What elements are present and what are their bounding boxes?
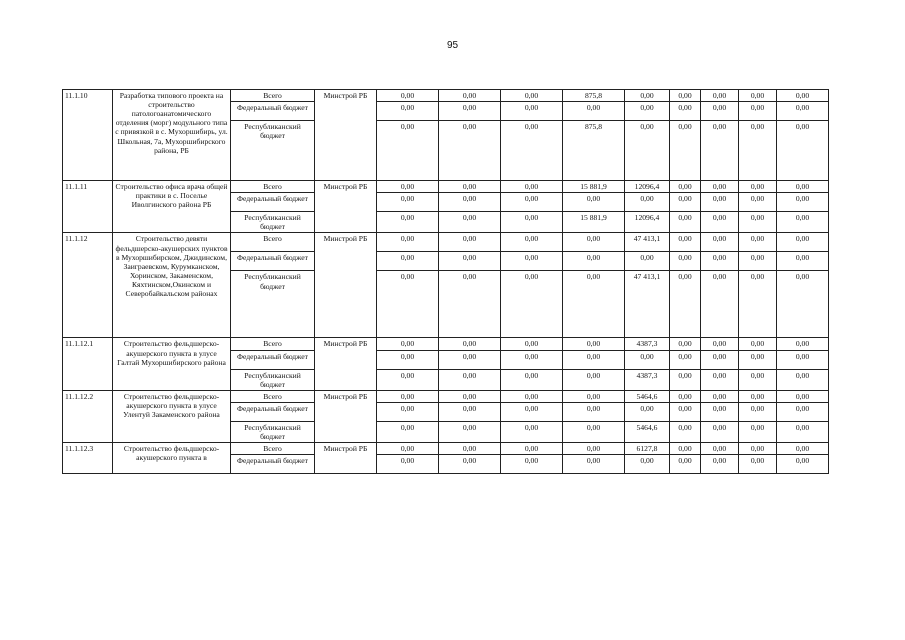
value-cell: 0,00 (701, 455, 739, 474)
value-cell: 0,00 (670, 252, 701, 271)
value-cell: 0,00 (739, 443, 777, 455)
value-cell: 0,00 (501, 421, 563, 442)
value-cell: 0,00 (739, 252, 777, 271)
source-total-label: Всего (231, 90, 315, 102)
source-total-label: Всего (231, 443, 315, 455)
value-cell: 0,00 (777, 402, 829, 421)
value-cell: 0,00 (501, 90, 563, 102)
value-cell: 0,00 (439, 271, 501, 338)
value-cell: 0,00 (625, 252, 670, 271)
value-cell: 0,00 (439, 181, 501, 193)
row-name: Строительство фельдшерско-акушерского пункта в улусе Галтай Мухоршибирского района (113, 338, 231, 390)
row-code: 11.1.10 (63, 90, 113, 181)
value-cell: 0,00 (501, 212, 563, 233)
value-cell: 0,00 (625, 102, 670, 121)
value-cell: 0,00 (377, 121, 439, 181)
row-name: Разработка типового проекта на строительство патологоанатомического отделения (морг) модульного типа с привязкой в с. Мухоршибирь, ул. Школьная, 7а, Мухоршибирского района, РБ (113, 90, 231, 181)
value-cell: 0,00 (439, 212, 501, 233)
value-cell: 0,00 (670, 193, 701, 212)
value-cell: 0,00 (439, 369, 501, 390)
source-republic-label: Республиканский бюджет (231, 421, 315, 442)
row-name: Строительство офиса врача общей практики в с. Поселье Иволгинского района РБ (113, 181, 231, 233)
value-cell: 0,00 (670, 271, 701, 338)
value-cell: 0,00 (563, 252, 625, 271)
row-name: Строительство фельдшерско-акушерского пункта в улусе Улентуй Закаменского района (113, 390, 231, 442)
value-cell: 0,00 (670, 212, 701, 233)
value-cell: 0,00 (377, 402, 439, 421)
value-cell: 0,00 (701, 181, 739, 193)
value-cell: 0,00 (501, 443, 563, 455)
value-cell: 0,00 (739, 421, 777, 442)
page-number: 95 (446, 40, 459, 51)
value-cell: 0,00 (439, 455, 501, 474)
value-cell: 0,00 (501, 193, 563, 212)
value-cell: 15 881,9 (563, 212, 625, 233)
value-cell: 0,00 (739, 90, 777, 102)
value-cell: 0,00 (377, 338, 439, 350)
value-cell: 0,00 (563, 402, 625, 421)
value-cell: 0,00 (563, 338, 625, 350)
value-cell: 0,00 (739, 338, 777, 350)
row-executor: Минстрой РБ (315, 390, 377, 442)
value-cell: 0,00 (377, 252, 439, 271)
value-cell: 0,00 (501, 390, 563, 402)
value-cell: 0,00 (439, 350, 501, 369)
value-cell: 0,00 (701, 193, 739, 212)
value-cell: 0,00 (670, 233, 701, 252)
row-executor: Минстрой РБ (315, 233, 377, 338)
value-cell: 0,00 (501, 102, 563, 121)
value-cell: 0,00 (777, 350, 829, 369)
value-cell: 0,00 (625, 402, 670, 421)
value-cell: 0,00 (377, 390, 439, 402)
value-cell: 875,8 (563, 121, 625, 181)
value-cell: 0,00 (439, 90, 501, 102)
value-cell: 0,00 (739, 369, 777, 390)
value-cell: 0,00 (777, 455, 829, 474)
row-executor: Минстрой РБ (315, 443, 377, 474)
source-total-label: Всего (231, 181, 315, 193)
value-cell: 0,00 (670, 421, 701, 442)
source-federal-label: Федеральный бюджет (231, 252, 315, 271)
value-cell: 0,00 (670, 443, 701, 455)
value-cell: 0,00 (501, 402, 563, 421)
value-cell: 0,00 (739, 102, 777, 121)
value-cell: 0,00 (377, 350, 439, 369)
value-cell: 0,00 (563, 271, 625, 338)
row-executor: Минстрой РБ (315, 338, 377, 390)
value-cell: 0,00 (377, 90, 439, 102)
row-code: 11.1.12.3 (63, 443, 113, 474)
source-republic-label: Республиканский бюджет (231, 271, 315, 338)
value-cell: 0,00 (563, 443, 625, 455)
source-total-label: Всего (231, 338, 315, 350)
value-cell: 0,00 (501, 350, 563, 369)
row-executor: Минстрой РБ (315, 181, 377, 233)
value-cell: 15 881,9 (563, 181, 625, 193)
value-cell: 0,00 (439, 443, 501, 455)
value-cell: 0,00 (739, 181, 777, 193)
value-cell: 0,00 (670, 90, 701, 102)
value-cell: 0,00 (670, 390, 701, 402)
value-cell: 0,00 (377, 212, 439, 233)
value-cell: 0,00 (670, 369, 701, 390)
value-cell: 0,00 (670, 102, 701, 121)
value-cell: 0,00 (739, 233, 777, 252)
value-cell: 0,00 (563, 350, 625, 369)
value-cell: 0,00 (563, 233, 625, 252)
budget-table (62, 89, 829, 474)
source-federal-label: Федеральный бюджет (231, 455, 315, 474)
source-federal-label: Федеральный бюджет (231, 350, 315, 369)
value-cell: 0,00 (377, 102, 439, 121)
value-cell: 5464,6 (625, 390, 670, 402)
value-cell: 0,00 (670, 350, 701, 369)
value-cell: 0,00 (701, 443, 739, 455)
value-cell: 0,00 (739, 390, 777, 402)
value-cell: 0,00 (501, 271, 563, 338)
value-cell: 4387,3 (625, 338, 670, 350)
value-cell: 0,00 (377, 181, 439, 193)
value-cell: 0,00 (377, 421, 439, 442)
value-cell: 0,00 (777, 102, 829, 121)
value-cell: 0,00 (377, 443, 439, 455)
value-cell: 0,00 (439, 421, 501, 442)
value-cell: 0,00 (701, 233, 739, 252)
value-cell: 0,00 (701, 271, 739, 338)
row-code: 11.1.12.1 (63, 338, 113, 390)
value-cell: 0,00 (377, 193, 439, 212)
value-cell: 0,00 (439, 390, 501, 402)
value-cell: 0,00 (777, 338, 829, 350)
value-cell: 12096,4 (625, 212, 670, 233)
value-cell: 0,00 (377, 233, 439, 252)
value-cell: 0,00 (777, 90, 829, 102)
source-republic-label: Республиканский бюджет (231, 369, 315, 390)
row-code: 11.1.12 (63, 233, 113, 338)
value-cell: 47 413,1 (625, 233, 670, 252)
value-cell: 0,00 (670, 455, 701, 474)
value-cell: 0,00 (625, 90, 670, 102)
value-cell: 0,00 (670, 402, 701, 421)
source-federal-label: Федеральный бюджет (231, 102, 315, 121)
value-cell: 0,00 (670, 338, 701, 350)
value-cell: 0,00 (777, 421, 829, 442)
value-cell: 0,00 (777, 271, 829, 338)
value-cell: 0,00 (670, 181, 701, 193)
value-cell: 12096,4 (625, 181, 670, 193)
value-cell: 5464,6 (625, 421, 670, 442)
value-cell: 0,00 (739, 271, 777, 338)
source-republic-label: Республиканский бюджет (231, 212, 315, 233)
value-cell: 0,00 (563, 455, 625, 474)
value-cell: 0,00 (563, 102, 625, 121)
source-federal-label: Федеральный бюджет (231, 193, 315, 212)
value-cell: 875,8 (563, 90, 625, 102)
value-cell: 0,00 (501, 455, 563, 474)
value-cell: 0,00 (625, 121, 670, 181)
value-cell: 0,00 (439, 121, 501, 181)
value-cell: 0,00 (439, 233, 501, 252)
value-cell: 0,00 (777, 252, 829, 271)
value-cell: 0,00 (625, 350, 670, 369)
value-cell: 0,00 (739, 121, 777, 181)
value-cell: 0,00 (625, 193, 670, 212)
value-cell: 0,00 (625, 455, 670, 474)
value-cell: 0,00 (701, 421, 739, 442)
value-cell: 0,00 (439, 338, 501, 350)
value-cell: 0,00 (501, 369, 563, 390)
value-cell: 0,00 (777, 390, 829, 402)
value-cell: 0,00 (501, 252, 563, 271)
value-cell: 0,00 (701, 212, 739, 233)
value-cell: 0,00 (777, 121, 829, 181)
row-name: Строительство девяти фельдшерско-акушерских пунктов в Мухоршибирском, Джидинском, Заиграевском, Курумканском, Хоринском, Закаменском, Кяхтинском,Окинском и Северобайкальском районах (113, 233, 231, 338)
source-republic-label: Республиканский бюджет (231, 121, 315, 181)
value-cell: 0,00 (701, 121, 739, 181)
value-cell: 0,00 (701, 338, 739, 350)
value-cell: 0,00 (377, 369, 439, 390)
value-cell: 0,00 (701, 90, 739, 102)
source-total-label: Всего (231, 233, 315, 252)
value-cell: 0,00 (377, 455, 439, 474)
value-cell: 6127,8 (625, 443, 670, 455)
value-cell: 0,00 (701, 350, 739, 369)
row-code: 11.1.12.2 (63, 390, 113, 442)
value-cell: 0,00 (739, 212, 777, 233)
value-cell: 0,00 (439, 402, 501, 421)
value-cell: 0,00 (563, 390, 625, 402)
row-code: 11.1.11 (63, 181, 113, 233)
value-cell: 0,00 (501, 121, 563, 181)
value-cell: 0,00 (777, 443, 829, 455)
value-cell: 0,00 (777, 233, 829, 252)
value-cell: 0,00 (501, 233, 563, 252)
value-cell: 0,00 (501, 181, 563, 193)
value-cell: 0,00 (563, 421, 625, 442)
value-cell: 0,00 (701, 402, 739, 421)
value-cell: 47 413,1 (625, 271, 670, 338)
value-cell: 0,00 (439, 252, 501, 271)
value-cell: 0,00 (670, 121, 701, 181)
value-cell: 0,00 (739, 350, 777, 369)
value-cell: 0,00 (701, 390, 739, 402)
value-cell: 0,00 (777, 181, 829, 193)
value-cell: 0,00 (701, 369, 739, 390)
value-cell: 0,00 (777, 193, 829, 212)
value-cell: 0,00 (701, 102, 739, 121)
row-name: Строительство фельдшерско-акушерского пункта в (113, 443, 231, 474)
value-cell: 0,00 (739, 193, 777, 212)
value-cell: 0,00 (701, 252, 739, 271)
value-cell: 0,00 (739, 402, 777, 421)
value-cell: 0,00 (777, 369, 829, 390)
value-cell: 0,00 (439, 102, 501, 121)
source-federal-label: Федеральный бюджет (231, 402, 315, 421)
source-total-label: Всего (231, 390, 315, 402)
row-executor: Минстрой РБ (315, 90, 377, 181)
value-cell: 0,00 (501, 338, 563, 350)
value-cell: 0,00 (439, 193, 501, 212)
value-cell: 0,00 (739, 455, 777, 474)
value-cell: 0,00 (563, 193, 625, 212)
value-cell: 0,00 (563, 369, 625, 390)
value-cell: 0,00 (777, 212, 829, 233)
value-cell: 0,00 (377, 271, 439, 338)
value-cell: 4387,3 (625, 369, 670, 390)
